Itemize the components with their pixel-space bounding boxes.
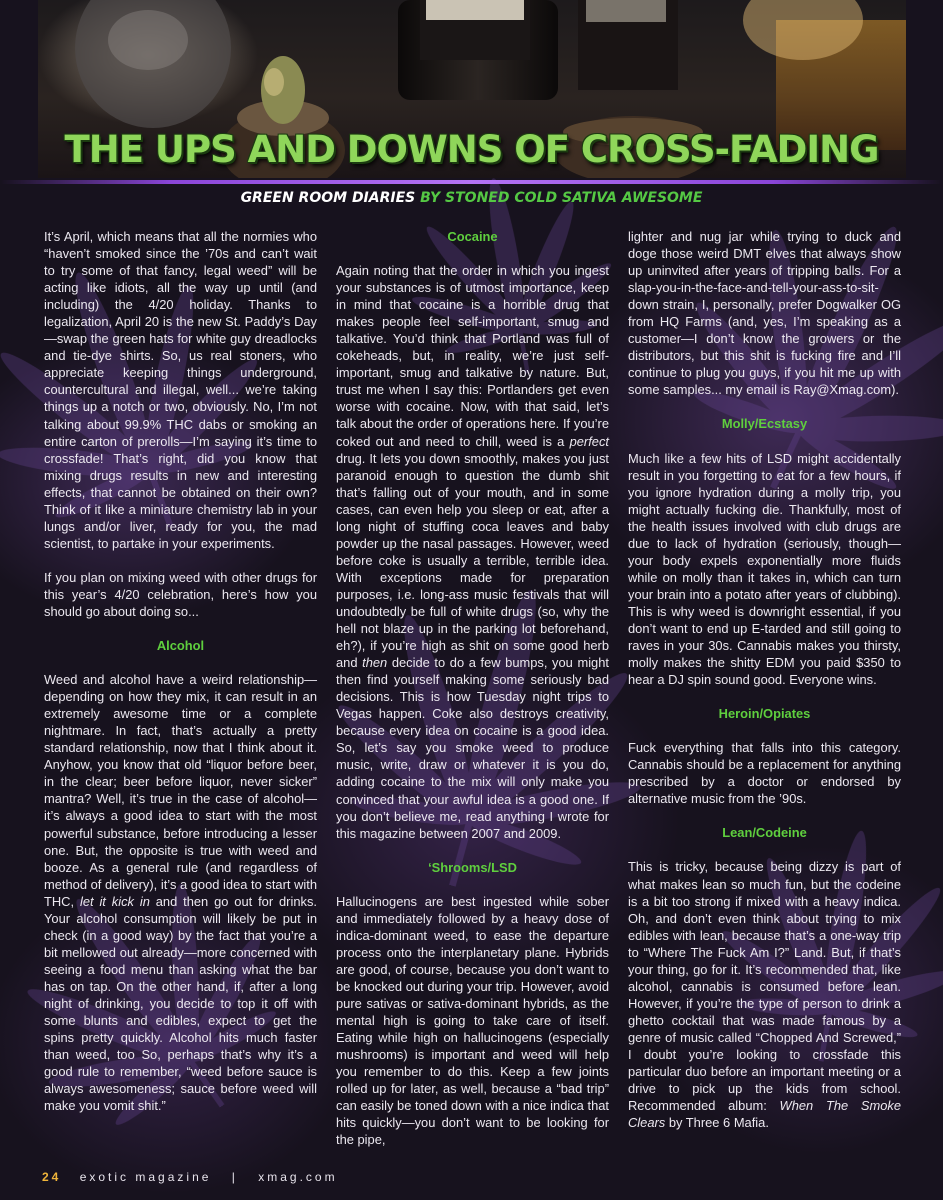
- headline-divider: [0, 180, 943, 184]
- body-paragraph: lighter and nug jar while trying to duck and doge those weird DMT elves that always show up uninvited after years of tripping balls. For a slap-you-in-the-face-and-tell-your-ass-to-sit-down strain, I, personally, prefer Dogwalker OG from HQ Farms (and, yes, I’m speaking as a customer—I don’t know the growers or the distributors, but this shit is fucking fire and I’ll continue to plug you guys, if you hit me up with some samples... my email is Ray@Xmag.com).: [628, 229, 901, 398]
- text-column-3: [628, 228, 901, 1148]
- body-paragraph: Much like a few hits of LSD might accidentally result in you forgetting to eat for a few hours, if you ignore hydration during a molly trip, you might actually fucking die. Thankfully, most of the health issues involved with club drugs are due to lack of hydration (seriously, though—your body expels exponentially more fluids while on molly than it takes in, which can turn your brain into a potato after years of clubbing). This is why weed is downright essential, if you don’t want to end up E-tarded and still going to raves in your 30s. Cannabis makes you thirsty, molly makes the shitty EDM you paid $350 to hear a DJ spin sound good. Everyone wins.: [628, 450, 901, 688]
- series-name: GREEN ROOM DIARIES: [240, 190, 416, 206]
- section-heading-alcohol: Alcohol: [156, 638, 205, 654]
- body-paragraph: Again noting that the order in which you ingest your substances is of utmost importance, keep in mind that cocaine is a horrible drug that makes people feel self-important, smug and talkative. You’d think that Portland was full of cokeheads, but, in reality, we’re just self-important, smug and talkative by nature. But, trust me when I say this: Portlanders get even worse with cocaine. Now, with that said, let’s talk about the order of operations here. If you’re coked out and need to chill, weed is a perfect drug. It lets you down smoothly, makes you just paranoid enough to question the dumb shit that’s falling out of your mouth, and in some cases, can even help you sleep or eat, after a long night of stuffing coca leaves and baby powder up the nasal passages. However, weed before coke is usually a terrible, terrible idea. With exceptions made for preparation purposes, i.e. long-ass music festivals that will undoubtedly be full of white drugs (so, why the hell not blaze up in the parking lot beforehand, eh?), if you’re high as shit on some good herb and then decide to do a few bumps, you might then find yourself making some seriously bad decisions. This is how Tuesday night trips to Vegas happen. Coke also destroys creativity, because every idea on cocaine is a good idea. So, let’s say you smoke weed to produce music, write, draw or whatever it is you do, adding cocaine to the mix will only make you convinced that your awful idea is a good one. If you don’t believe me, read anything I wrote for this magazine between 2007 and 2009.: [336, 263, 609, 841]
- body-paragraph: This is tricky, because being dizzy is part of what makes lean so much fun, but the codeine is a bit too strong if mixed with a heavy indica. Oh, and don’t even think about trying to mix edibles with lean, because that’s a one-way trip to “Where The Fuck Am I?” Land. But, if that’s your thing, go for it. It’s recommended that, like alcohol, cannabis is consumed before lean. However, if you’re the type of person to drink a ghetto cocktail that was made famous by a genre of music called “Chopped And Screwed,” I doubt you’re looking to crossfade this particular duo before an important meeting or a drive to pick up the kids from school. Recommended album: When The Smoke Clears by Three 6 Mafia.: [628, 859, 901, 1131]
- text-column-1: [44, 228, 317, 1131]
- page-number: 24: [42, 1170, 62, 1184]
- body-paragraph: It’s April, which means that all the normies who “haven’t smoked since the ’70s and can’t wait to try some of that fancy, legal weed” will be acting like idiots, all the way up until (and including) the 4/20 holiday. Thanks to legalization, April 20 is the new St. Paddy’s Day—swap the green hats for white guy dreadlocks and tie-dye shirts. So, us real stoners, who appreciate keeping things underground, countercultural and illegal, well... we’re taking things up a notch or two, obviously. No, I’m not talking about 99.9% THC dabs or smoking an entire carton of prerolls—I’m saying it’s time to crossfade! That’s right, did you know that mixing drugs results in new and interesting effects, that cannot be obtained on their own? Think of it like a miniature chemistry lab in your lungs and/or liver, ready for you, the mad scientist, to partake in your experiments.: [44, 229, 317, 551]
- publication-name: exotic magazine: [79, 1170, 212, 1184]
- website-url: xmag.com: [258, 1170, 338, 1184]
- emphasis: let it kick in: [79, 893, 150, 909]
- byline: [0, 190, 943, 206]
- section-heading-shrooms-lsd: ‘Shrooms/LSD: [428, 859, 517, 875]
- body-paragraph: Weed and alcohol have a weird relationship—depending on how they mix, it can result in an extremely awesome time or a complete nightmare. In fact, that’s actually a pretty standard relationship, now that I think about it. Anyhow, you know that old “liquor before beer, in the clear; beer before liquor, never sicker” mantra? Well, it’s true in the case of alcohol—it’s always a good idea to start with the most powerful substance, before introducing a lesser one. But, the opposite is true with weed and booze. As a general rule (and regardless of method of delivery), it’s a good idea to start with THC, let it kick in and then go out for drinks. Your alcohol consumption will likely be put in check (in a good way) by the fact that you’re a bit mellowed out already—more concerned with seeing a food menu than asking what the bar has on tap. On the other hand, if, after a long night of drinking, you decide to top it off with some blunts and edibles, expect to get the spins pretty quickly. Alcohol hits much faster than weed, too So, perhaps that’s why it’s a good rule to remember, “weed before sauce is always awesomeness; sauce before weed will make you vomit shit.”: [44, 672, 317, 1114]
- emphasis: perfect: [569, 433, 609, 449]
- section-heading-cocaine: Cocaine: [447, 229, 498, 244]
- body-paragraph: Fuck everything that falls into this category. Cannabis should be a replacement for anything prescribed by a doctor or endorsed by alternative music from the ’90s.: [628, 740, 901, 807]
- footer-separator: |: [231, 1170, 238, 1184]
- body-paragraph: If you plan on mixing weed with other drugs for this year’s 4/20 celebration, here’s how you should go about doing so...: [44, 569, 317, 619]
- body-paragraph: Hallucinogens are best ingested while sober and immediately followed by a heavy dose of indica-dominant weed, to ease the departure process onto the interplanetary plane. Hybrids are good, of course, because you don’t want to be knocked out during your trip. However, avoid pure sativas or sativa-dominant hybrids, as the mental high is going to take care of itself. Eating while high on hallucinogens (especially mushrooms) is important and weed will help you remember to do this. Keep a few joints rolled up for later, as well, because a “bad trip” can easily be toned down with a nice indica that hits quickly—you don’t want to be looking for the pipe,: [336, 893, 609, 1148]
- section-heading-lean-codeine: Lean/Codeine: [722, 825, 807, 841]
- album-title: When The Smoke Clears: [628, 1098, 901, 1131]
- text-column-2: [336, 228, 609, 1165]
- section-heading-molly-ecstasy: Molly/Ecstasy: [721, 416, 808, 432]
- author-byline: BY STONED COLD SATIVA AWESOME: [420, 190, 703, 206]
- article-headline: THE UPS AND DOWNS OF CROSS-FADING: [64, 128, 879, 171]
- section-heading-heroin-opiates: Heroin/Opiates: [718, 706, 811, 722]
- emphasis: then: [362, 655, 388, 671]
- page-footer: [42, 1170, 338, 1184]
